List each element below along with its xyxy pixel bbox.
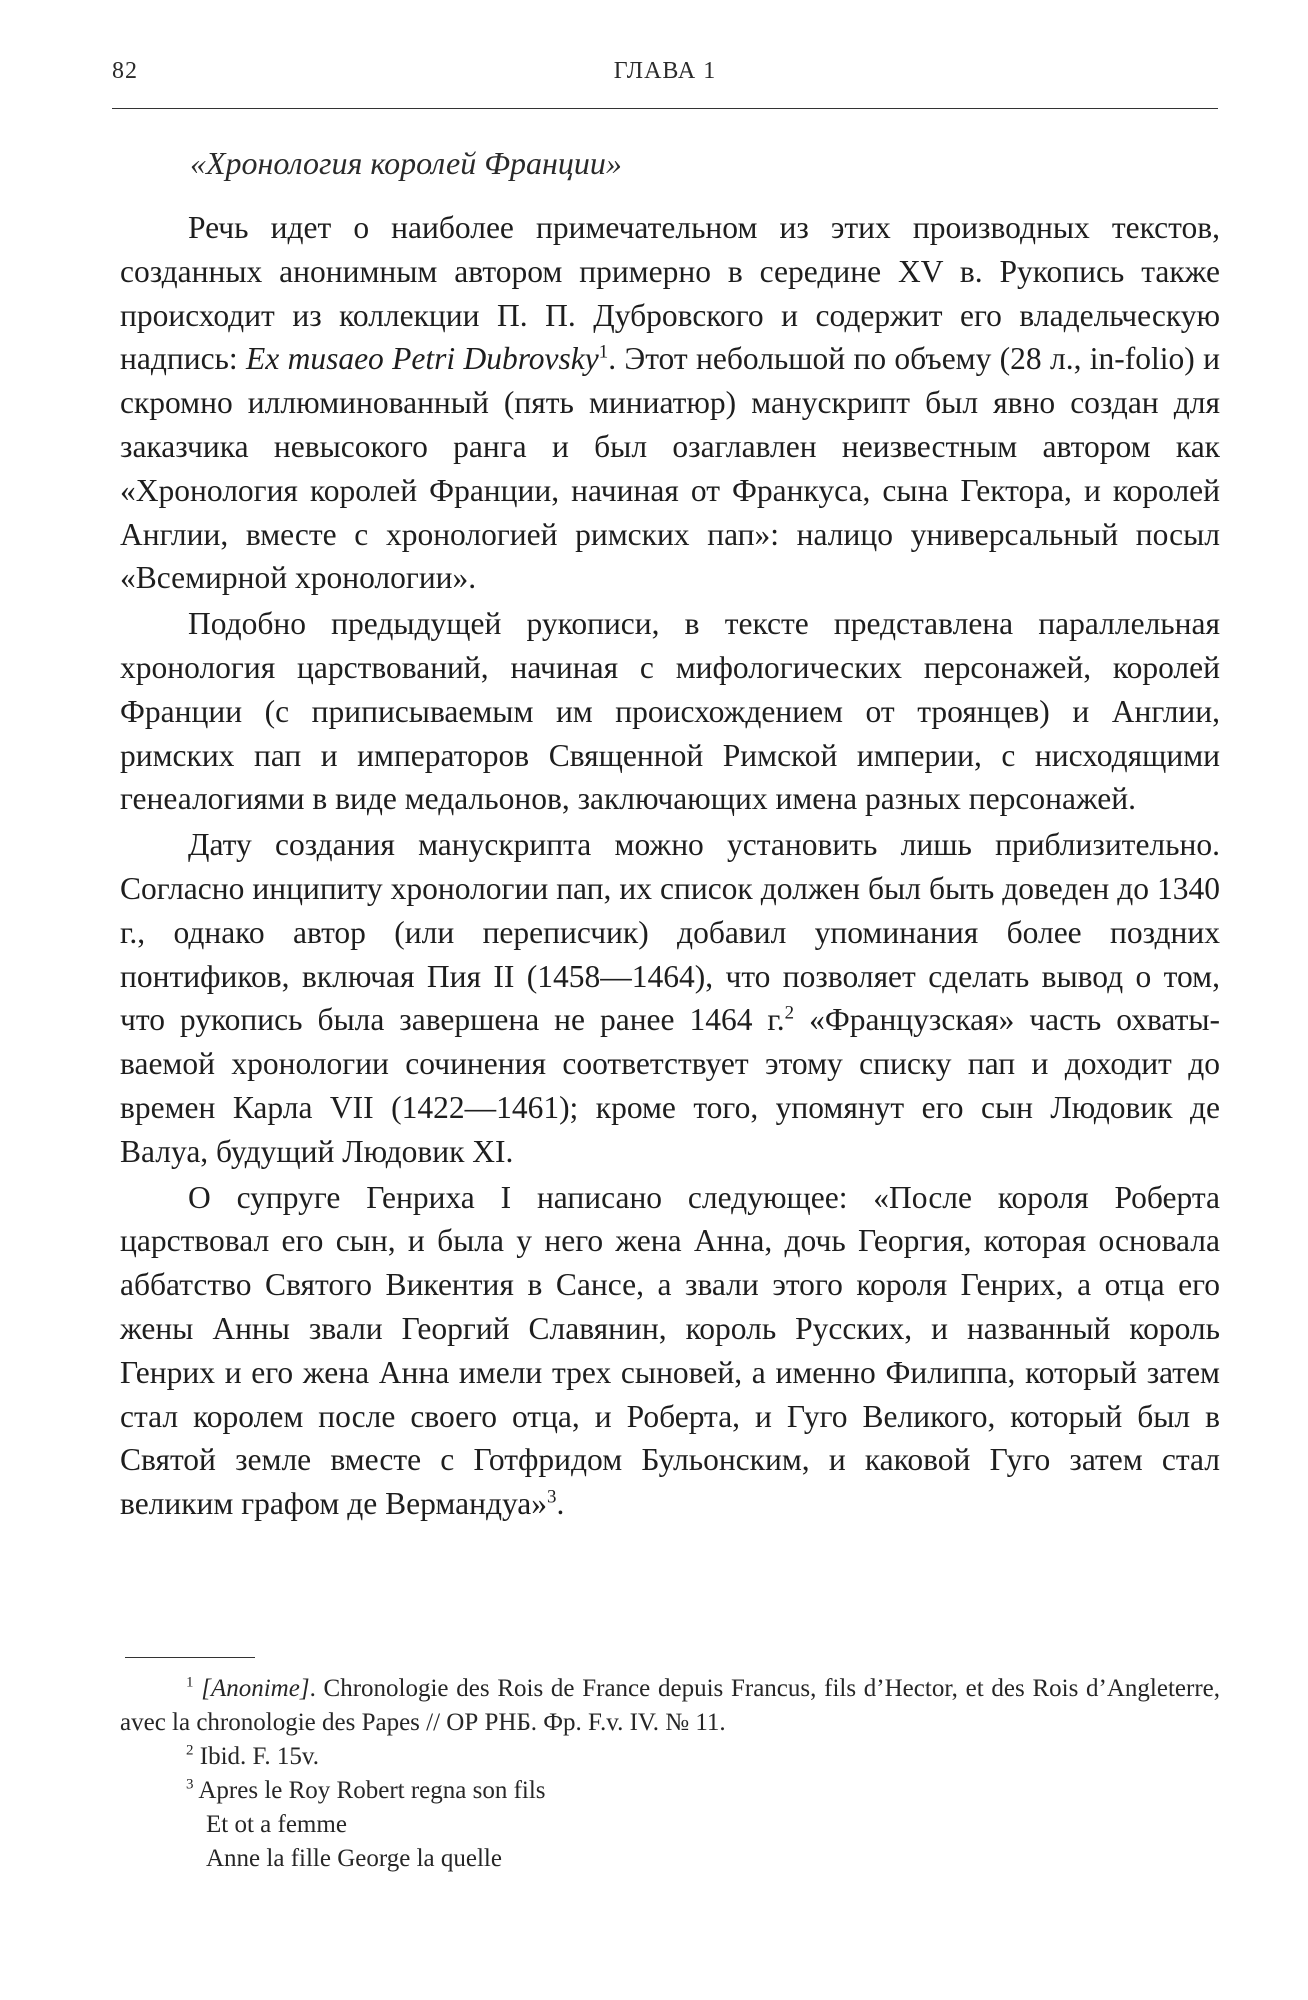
footnote-3-line-3: Anne la fille George la quelle (206, 1845, 502, 1872)
footnote-1-author: [Anonime] (201, 1675, 310, 1702)
body-text (120, 206, 1220, 1528)
paragraph-1 (120, 206, 1220, 600)
footnote-2-number: 2 (186, 1742, 194, 1759)
paragraph-4-text-b: . (556, 1486, 565, 1522)
footnote-ref-3[interactable]: 3 (547, 1486, 557, 1508)
footnote-2 (120, 1740, 1220, 1774)
footnote-1-number: 1 (186, 1674, 194, 1691)
paragraph-4 (120, 1176, 1220, 1526)
paragraph-2: Подобно предыдущей рукописи, в тексте представлена параллельная хронология царствований, начиная с мифологических персонажей, королей Франции (с приписываемым им происхождением от троянцев) и Англии, римских пап и императоров Священной Римской империи, с нисходящими генеалогиями в виде медальонов, заключающих имена разных персонажей. (120, 606, 1220, 817)
footnote-3-number: 3 (186, 1776, 194, 1793)
footnote-ref-2[interactable]: 2 (784, 1002, 795, 1024)
paragraph-1-text-a: Речь идет о наиболее примечательном из этих производных текстов, созданных анонимным автором примерно в середине XV в. Рукопись также происходит из коллекции П. П. Дубровского и содержит его владельческую надпись: (120, 210, 1220, 377)
latin-inscription: Ex musaeo Petri Dubrovsky (246, 341, 599, 377)
footnote-3 (120, 1774, 1220, 1808)
paragraph-1-text-b: . Этот небольшой по объему (28 л., in-folio) и скромно иллюминованный (пять миниатюр) манускрипт был явно создан для заказчика невысокого ранга и был озаглавлен неизвестным автором как «Хронология королей Франции, начиная от Франкуса, сына Гектора, и королей Англии, вместе с хронологией римских пап»: налицо универсальный посыл «Всемирной хронологии». (120, 341, 1220, 596)
paragraph-3 (120, 823, 1220, 1173)
footnote-1-text: . Chronologie des Rois de France depuis Francus, fils d’Hector, et des Rois d’Angleterre, avec la chronologie des Papes // ОР РНБ. Фр. F.v. IV. № 11. (120, 1675, 1220, 1736)
footnote-2-text: Ibid. F. 15v. (199, 1743, 320, 1770)
footnote-1 (120, 1672, 1220, 1740)
page-number: 82 (112, 58, 138, 84)
footnote-separator (125, 1657, 255, 1658)
footnote-3-line-1: Apres le Roy Robert regna son fils (198, 1777, 546, 1804)
section-title: «Хронология королей Франции» (190, 145, 622, 181)
paragraph-3-text-a: Дату создания манускрипта можно установить лишь приблизительно. Согласно инципиту хронологии пап, их список должен был быть доведен до 1340 г., однако автор (или переписчик) добавил упоминания более поздних понтификов, включая Пия II (1458—1464), что позволяет сделать вывод о том, что рукопись была завершена не ранее 1464 г. (120, 827, 1220, 1038)
footnote-3-line-2: Et ot a femme (206, 1811, 347, 1838)
running-head (112, 58, 1218, 98)
header-rule (112, 108, 1218, 109)
paragraph-4-text-a: О супруге Генриха I написано следующее: «После короля Роберта царствовал его сын, и была у него жена Анна, дочь Георгия, которая основала аббатство Святого Викентия в Сансе, а звали этого короля Генрих, а отца его жены Анны звали Георгий Славянин, король Русских, и названный король Генрих и его жена Анна имели трех сыновей, а именно Филиппа, который затем стал королем после своего отца, и Роберта, и Гуго Великого, который был в Святой земле вместе с Готфридом Бульонским, и каковой Гуго затем стал великим графом де Вермандуа» (120, 1179, 1220, 1522)
footnote-ref-1[interactable]: 1 (598, 341, 609, 363)
footnotes (120, 1672, 1220, 1876)
paragraph-3-text-b: «Французская» часть охватываемой хронологии сочинения соответствует этому списку пап и доходит до времен Карла VII (1422—1461); кроме того, упомянут его сын Людовик де Валуа, будущий Людовик XI. (120, 1002, 1220, 1169)
chapter-label: ГЛАВА 1 (613, 58, 717, 84)
